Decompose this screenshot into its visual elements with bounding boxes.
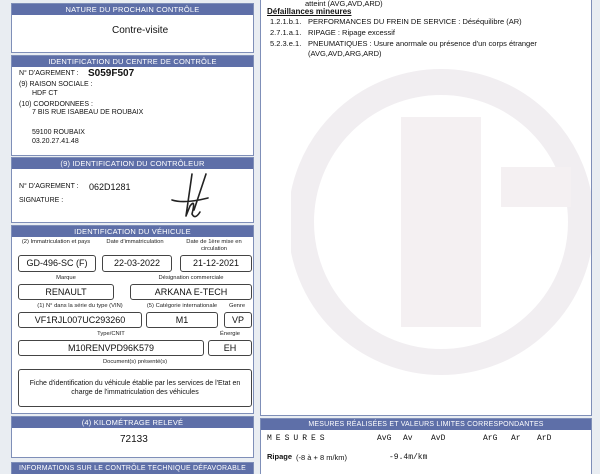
kilometrage-value: 72133 bbox=[120, 434, 148, 445]
categorie-value: M1 bbox=[146, 312, 218, 328]
kilometrage-header: (4) KILOMÉTRAGE RELEVÉ bbox=[12, 417, 253, 428]
date-mise-label: Date de 1ère mise en circulation bbox=[186, 239, 242, 252]
date-immat-value: 22-03-2022 bbox=[102, 255, 172, 272]
col-arg: ArG bbox=[483, 434, 498, 443]
defaillance-3-cont: (AVG,AVD,ARG,ARD) bbox=[308, 49, 382, 58]
col-avd: AvD bbox=[431, 434, 446, 443]
defaillances-panel bbox=[260, 0, 592, 416]
kilometrage-panel bbox=[11, 416, 254, 458]
immat-label: (2) Immatriculation et pays bbox=[21, 239, 91, 245]
defaillance-2-text: RIPAGE : Ripage excessif bbox=[308, 28, 395, 37]
controleur-header: (9) IDENTIFICATION DU CONTRÔLEUR bbox=[12, 158, 253, 169]
ripage-range: (-8 à + 8 m/km) bbox=[296, 453, 348, 462]
defaillance-2-code: 2.7.1.a.1. bbox=[270, 28, 302, 37]
vin-label: (1) N° dans la série du type (VIN) bbox=[37, 303, 123, 309]
mesures-panel bbox=[260, 418, 592, 474]
prochain-controle-value: Contre-visite bbox=[112, 25, 169, 36]
type-label: Type/CNIT bbox=[97, 331, 125, 337]
watermark-emblem bbox=[291, 57, 591, 387]
defaillance-1-text: PERFORMANCES DU FREIN DE SERVICE : Déséquilibre (AR) bbox=[308, 17, 522, 26]
prochain-controle-panel bbox=[11, 3, 254, 53]
controleur-panel bbox=[11, 157, 254, 223]
centre-address2: 59100 ROUBAIX bbox=[32, 129, 85, 136]
col-avg: AvG bbox=[377, 434, 392, 443]
defaillance-top-cut: atteint (AVG,AVD,ARD) bbox=[305, 0, 383, 8]
date-immat-label: Date d'immatriculation bbox=[106, 239, 164, 245]
defaillances-mineures-title: Défaillances mineures bbox=[267, 7, 352, 16]
designation-value: ARKANA E-TECH bbox=[130, 284, 252, 300]
defaillance-1-code: 1.2.1.b.1. bbox=[270, 17, 302, 26]
mesures-title: MESURES bbox=[267, 434, 329, 443]
ripage-value: -9.4m/km bbox=[389, 453, 428, 462]
controleur-agrement-value: 062D1281 bbox=[89, 182, 131, 192]
vin-value: VF1RJL007UC293260 bbox=[18, 312, 142, 328]
col-av: Av bbox=[403, 434, 413, 443]
categorie-label: (5) Catégorie internationale bbox=[146, 303, 218, 309]
centre-raison-value: HDF CT bbox=[32, 90, 58, 97]
centre-agrement-value: S059F507 bbox=[88, 68, 135, 79]
controleur-signature-label: SIGNATURE : bbox=[19, 197, 64, 204]
marque-value: RENAULT bbox=[18, 284, 114, 300]
centre-raison-label: (9) RAISON SOCIALE : bbox=[19, 81, 93, 88]
centre-address1: 7 BIS RUE ISABEAU DE ROUBAIX bbox=[32, 109, 144, 116]
centre-coord-label: (10) COORDONNEES : bbox=[19, 101, 93, 108]
informations-panel bbox=[11, 462, 254, 474]
type-value: M10RENVPD96K579 bbox=[18, 340, 204, 356]
immat-value: GD-496-SC (F) bbox=[18, 255, 96, 272]
documents-label: Document(s) présenté(s) bbox=[102, 359, 168, 365]
marque-label: Marque bbox=[56, 275, 76, 281]
ripage-label: Ripage bbox=[267, 452, 293, 461]
controleur-agrement-label: N° D'AGREMENT : bbox=[19, 183, 79, 190]
prochain-controle-header: NATURE DU PROCHAIN CONTRÔLE bbox=[12, 4, 253, 15]
centre-phone: 03.20.27.41.48 bbox=[32, 138, 79, 145]
genre-value: VP bbox=[224, 312, 252, 328]
date-mise-value: 21-12-2021 bbox=[180, 255, 252, 272]
col-ard: ArD bbox=[537, 434, 552, 443]
centre-panel bbox=[11, 55, 254, 156]
mesures-header: MESURES RÉALISÉES ET VALEURS LIMITES CORRESPONDANTES bbox=[261, 419, 591, 430]
signature-scribble bbox=[162, 170, 222, 222]
designation-label: Désignation commerciale bbox=[158, 275, 224, 281]
energie-value: EH bbox=[208, 340, 252, 356]
vehicule-panel bbox=[11, 225, 254, 414]
documents-value: Fiche d'identification du véhicule établie par les services de l'Etat en charge de l'immatriculation des véhicules bbox=[18, 369, 252, 407]
energie-label: Énergie bbox=[220, 331, 240, 337]
informations-header: INFORMATIONS SUR LE CONTRÔLE TECHNIQUE DÉFAVORABLE bbox=[12, 463, 253, 474]
defaillance-3-code: 5.2.3.e.1. bbox=[270, 39, 302, 48]
defaillance-3-text: PNEUMATIQUES : Usure anormale ou présence d'un corps étranger bbox=[308, 39, 537, 48]
centre-header: IDENTIFICATION DU CENTRE DE CONTRÔLE bbox=[12, 56, 253, 67]
genre-label: Genre bbox=[228, 303, 246, 309]
col-ar: Ar bbox=[511, 434, 521, 443]
vehicule-header: IDENTIFICATION DU VÉHICULE bbox=[12, 226, 253, 237]
centre-agrement-label: N° D'AGREMENT : bbox=[19, 70, 79, 77]
